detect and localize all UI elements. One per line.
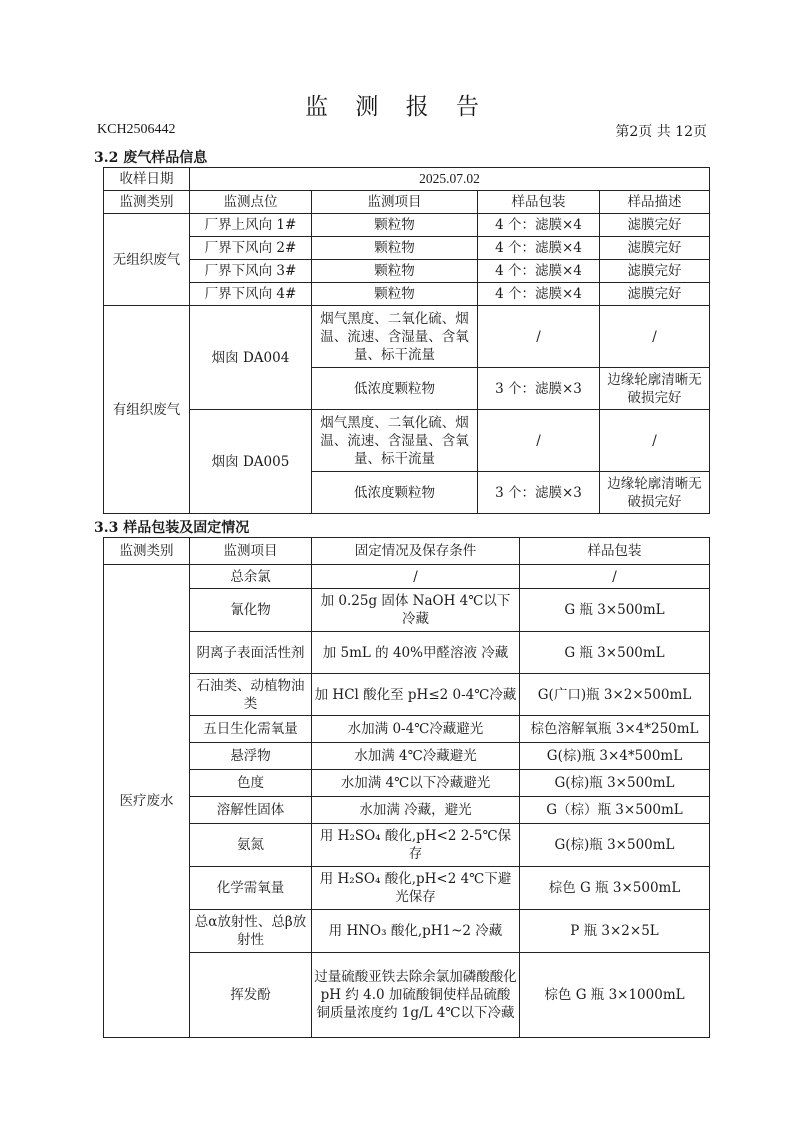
item-cell: 颗粒物 <box>312 237 478 260</box>
column-header: 样品包装 <box>520 538 710 565</box>
fix-cell: 用 H₂SO₄ 酸化,pH<2 4℃下避光保存 <box>312 867 520 910</box>
desc-cell: 滤膜完好 <box>600 260 710 283</box>
fix-cell: / <box>312 565 520 589</box>
page-indicator: 第2页 共 12页 <box>615 124 707 140</box>
item-cell: 溶解性固体 <box>190 797 312 824</box>
item-cell: 化学需氧量 <box>190 867 312 910</box>
section-heading-3-3: 3.3 样品包装及固定情况 <box>94 520 250 536</box>
fix-cell: 水加满 冷藏，避光 <box>312 797 520 824</box>
item-cell: 总余氯 <box>190 565 312 589</box>
fix-cell: 用 H₂SO₄ 酸化,pH<2 2-5℃保存 <box>312 824 520 867</box>
item-cell: 总α放射性、总β放射性 <box>190 910 312 953</box>
item-cell: 色度 <box>190 770 312 797</box>
desc-cell: / <box>600 306 710 368</box>
item-cell: 氨氮 <box>190 824 312 867</box>
pack-cell: 4 个：滤膜×4 <box>478 283 600 306</box>
item-cell: 低浓度颗粒物 <box>312 472 478 514</box>
pack-cell: 3 个：滤膜×3 <box>478 368 600 410</box>
pack-cell: / <box>520 565 710 589</box>
fix-cell: 水加满 0-4℃冷藏避光 <box>312 716 520 743</box>
receive-date-value: 2025.07.02 <box>190 168 710 191</box>
point-cell: 厂界上风向 1# <box>190 214 312 237</box>
point-cell: 厂界下风向 4# <box>190 283 312 306</box>
column-header: 监测点位 <box>190 191 312 214</box>
item-cell: 挥发酚 <box>190 953 312 1038</box>
point-cell: 厂界下风向 2# <box>190 237 312 260</box>
column-header: 监测项目 <box>190 538 312 565</box>
item-cell: 低浓度颗粒物 <box>312 368 478 410</box>
item-cell: 五日生化需氧量 <box>190 716 312 743</box>
fix-cell: 加 0.25g 固体 NaOH 4℃以下冷藏 <box>312 589 520 632</box>
page-title: 监 测 报 告 <box>305 94 489 120</box>
pack-cell: / <box>478 306 600 368</box>
item-cell: 石油类、动植物油类 <box>190 674 312 716</box>
pack-cell: 3 个：滤膜×3 <box>478 472 600 514</box>
column-header: 样品描述 <box>600 191 710 214</box>
category-cell: 有组织废气 <box>104 306 190 514</box>
desc-cell: 边缘轮廓清晰无破损完好 <box>600 368 710 410</box>
item-cell: 烟气黑度、二氧化硫、烟温、流速、含湿量、含氧量、标干流量 <box>312 306 478 368</box>
item-cell: 阴离子表面活性剂 <box>190 632 312 674</box>
item-cell: 烟气黑度、二氧化硫、烟温、流速、含湿量、含氧量、标干流量 <box>312 410 478 472</box>
pack-cell: 棕色 G 瓶 3×500mL <box>520 867 710 910</box>
column-header: 监测类别 <box>104 191 190 214</box>
pack-cell: G(棕)瓶 3×500mL <box>520 824 710 867</box>
column-header: 固定情况及保存条件 <box>312 538 520 565</box>
column-header: 监测项目 <box>312 191 478 214</box>
item-cell: 悬浮物 <box>190 743 312 770</box>
point-cell: 烟囱 DA004 <box>190 306 312 410</box>
category-cell: 医疗废水 <box>104 565 190 1038</box>
section-heading-3-2: 3.2 废气样品信息 <box>94 150 208 166</box>
category-cell: 无组织废气 <box>104 214 190 306</box>
exhaust-gas-sample-table <box>103 167 710 514</box>
pack-cell: G(棕)瓶 3×500mL <box>520 770 710 797</box>
fix-cell: 过量硫酸亚铁去除余氯加磷酸酸化 pH 约 4.0 加硫酸铜使样品硫酸铜质量浓度约 1g/L 4℃以下冷藏 <box>312 953 520 1038</box>
pack-cell: 4 个：滤膜×4 <box>478 260 600 283</box>
pack-cell: / <box>478 410 600 472</box>
desc-cell: 滤膜完好 <box>600 214 710 237</box>
sample-packaging-table <box>103 537 710 1038</box>
pack-cell: G 瓶 3×500mL <box>520 589 710 632</box>
pack-cell: 4 个：滤膜×4 <box>478 214 600 237</box>
desc-cell: / <box>600 410 710 472</box>
column-header: 监测类别 <box>104 538 190 565</box>
pack-cell: 棕色 G 瓶 3×1000mL <box>520 953 710 1038</box>
item-cell: 颗粒物 <box>312 214 478 237</box>
fix-cell: 加 5mL 的 40%甲醛溶液 冷藏 <box>312 632 520 674</box>
point-cell: 烟囱 DA005 <box>190 410 312 514</box>
pack-cell: G(广口)瓶 3×2×500mL <box>520 674 710 716</box>
column-header: 样品包装 <box>478 191 600 214</box>
pack-cell: G 瓶 3×500mL <box>520 632 710 674</box>
receive-date-label: 收样日期 <box>104 168 190 191</box>
fix-cell: 加 HCl 酸化至 pH≤2 0-4℃冷藏 <box>312 674 520 716</box>
item-cell: 颗粒物 <box>312 260 478 283</box>
report-number: KCH2506442 <box>97 122 176 137</box>
desc-cell: 滤膜完好 <box>600 283 710 306</box>
desc-cell: 边缘轮廓清晰无破损完好 <box>600 472 710 514</box>
pack-cell: G（棕）瓶 3×500mL <box>520 797 710 824</box>
point-cell: 厂界下风向 3# <box>190 260 312 283</box>
item-cell: 颗粒物 <box>312 283 478 306</box>
desc-cell: 滤膜完好 <box>600 237 710 260</box>
fix-cell: 水加满 4℃冷藏避光 <box>312 743 520 770</box>
fix-cell: 用 HNO₃ 酸化,pH1~2 冷藏 <box>312 910 520 953</box>
pack-cell: 棕色溶解氧瓶 3×4*250mL <box>520 716 710 743</box>
fix-cell: 水加满 4℃以下冷藏避光 <box>312 770 520 797</box>
item-cell: 氰化物 <box>190 589 312 632</box>
pack-cell: 4 个：滤膜×4 <box>478 237 600 260</box>
pack-cell: P 瓶 3×2×5L <box>520 910 710 953</box>
pack-cell: G(棕)瓶 3×4*500mL <box>520 743 710 770</box>
